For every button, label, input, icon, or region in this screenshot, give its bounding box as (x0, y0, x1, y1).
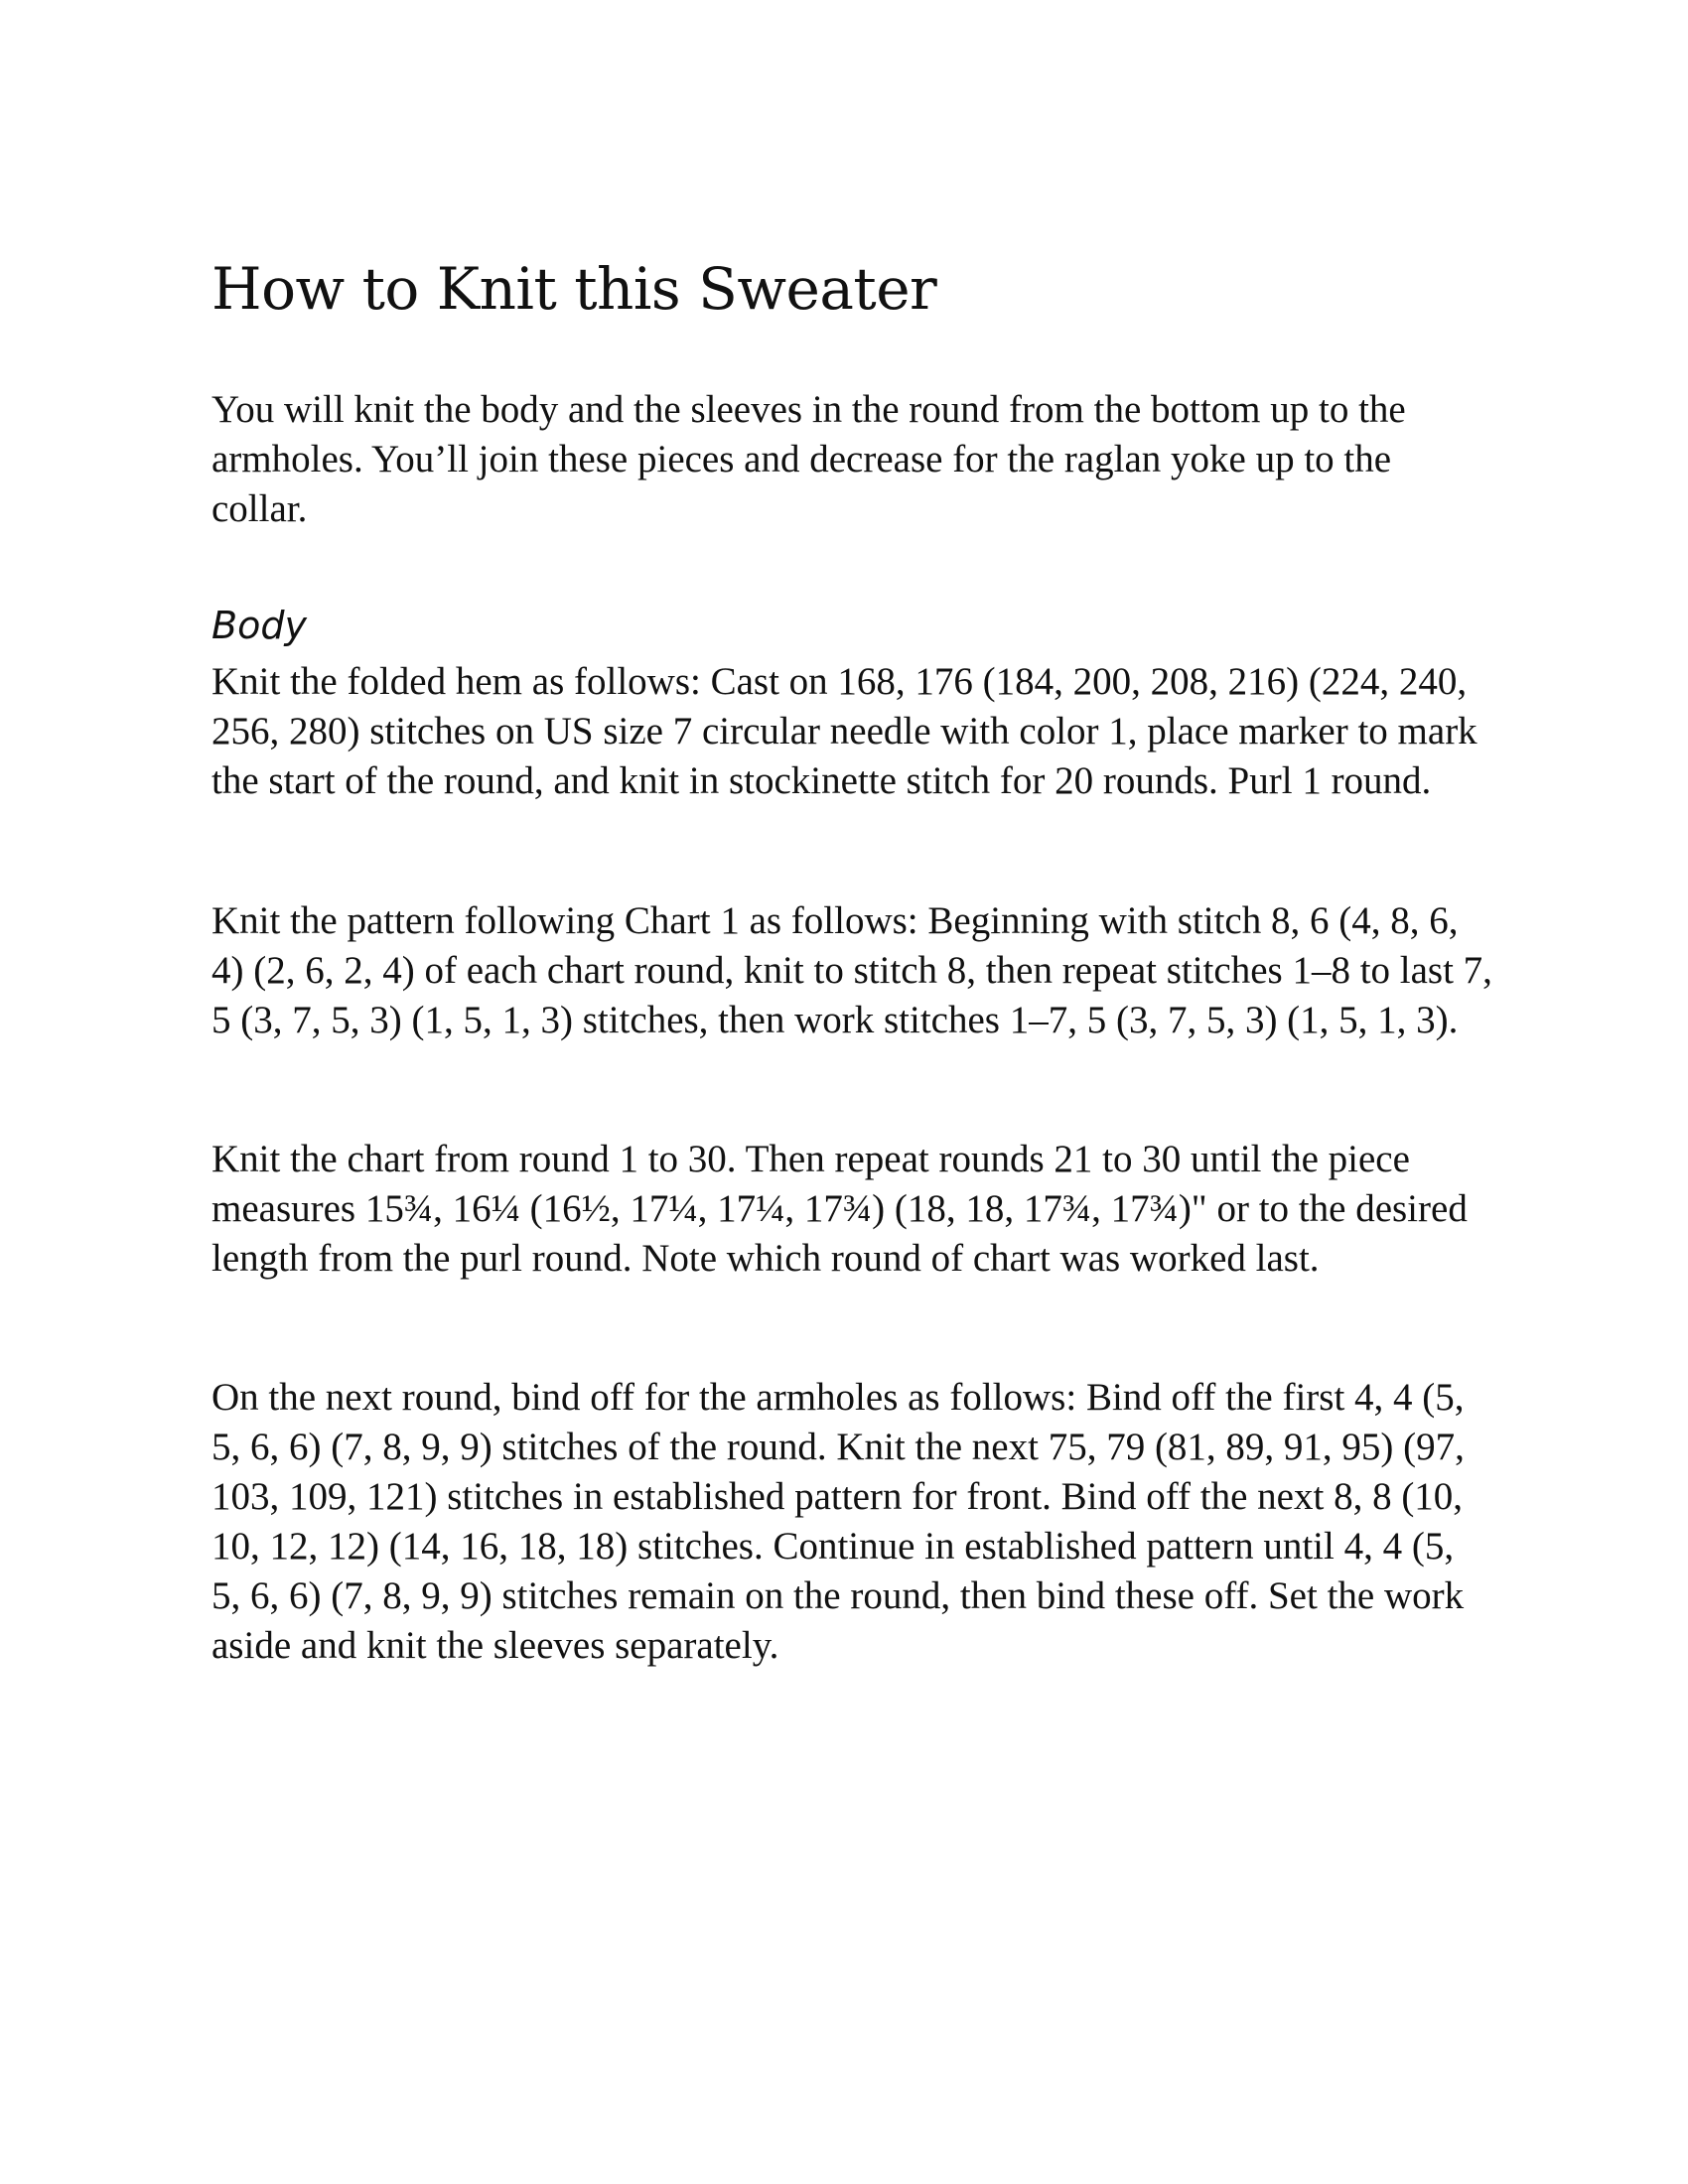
section-heading-body: Body (211, 604, 307, 647)
body-paragraph-hem: Knit the folded hem as follows: Cast on 168, 176 (184, 200, 208, 216) (224, 240, 256, 280) stitches on US size 7 circular needle with color 1, place marker to mark the start of the round, and knit in stockinette stitch for 20 rounds. Purl 1 round. (211, 660, 1477, 802)
body-paragraph-chart-pattern: Knit the pattern following Chart 1 as follows: Beginning with stitch 8, 6 (4, 8, 6, 4) (2, 6, 2, 4) of each chart round, knit to stitch 8, then repeat stitches 1–8 to last 7, 5 (3, 7, 5, 3) (1, 5, 1, 3) stitches, then work stitches 1–7, 5 (3, 7, 5, 3) (1, 5, 1, 3). (211, 899, 1492, 1041)
body-paragraph-armholes: On the next round, bind off for the armholes as follows: Bind off the first 4, 4 (5, 5, 6, 6) (7, 8, 9, 9) stitches of the round. Knit the next 75, 79 (81, 89, 91, 95) (97, 103, 109, 121) stitches in established pattern for front. Bind off the next 8, 8 (10, 10, 12, 12) (14, 16, 18, 18) stitches. Continue in established pattern until 4, 4 (5, 5, 6, 6) (7, 8, 9, 9) stitches remain on the round, then bind these off. Set the work aside and knit the sleeves separately. (211, 1376, 1465, 1667)
body-paragraph-chart-rounds: Knit the chart from round 1 to 30. Then repeat rounds 21 to 30 until the piece measures 15¾, 16¼ (16½, 17¼, 17¼, 17¾) (18, 18, 17¾, 17¾)" or to the desired length from the purl round. Note which round of chart was worked last. (211, 1138, 1468, 1280)
page-title: How to Knit this Sweater (211, 255, 937, 323)
intro-paragraph: You will knit the body and the sleeves in the round from the bottom up to the armholes. You’ll join these pieces and decrease for the raglan yoke up to the collar. (211, 388, 1406, 530)
